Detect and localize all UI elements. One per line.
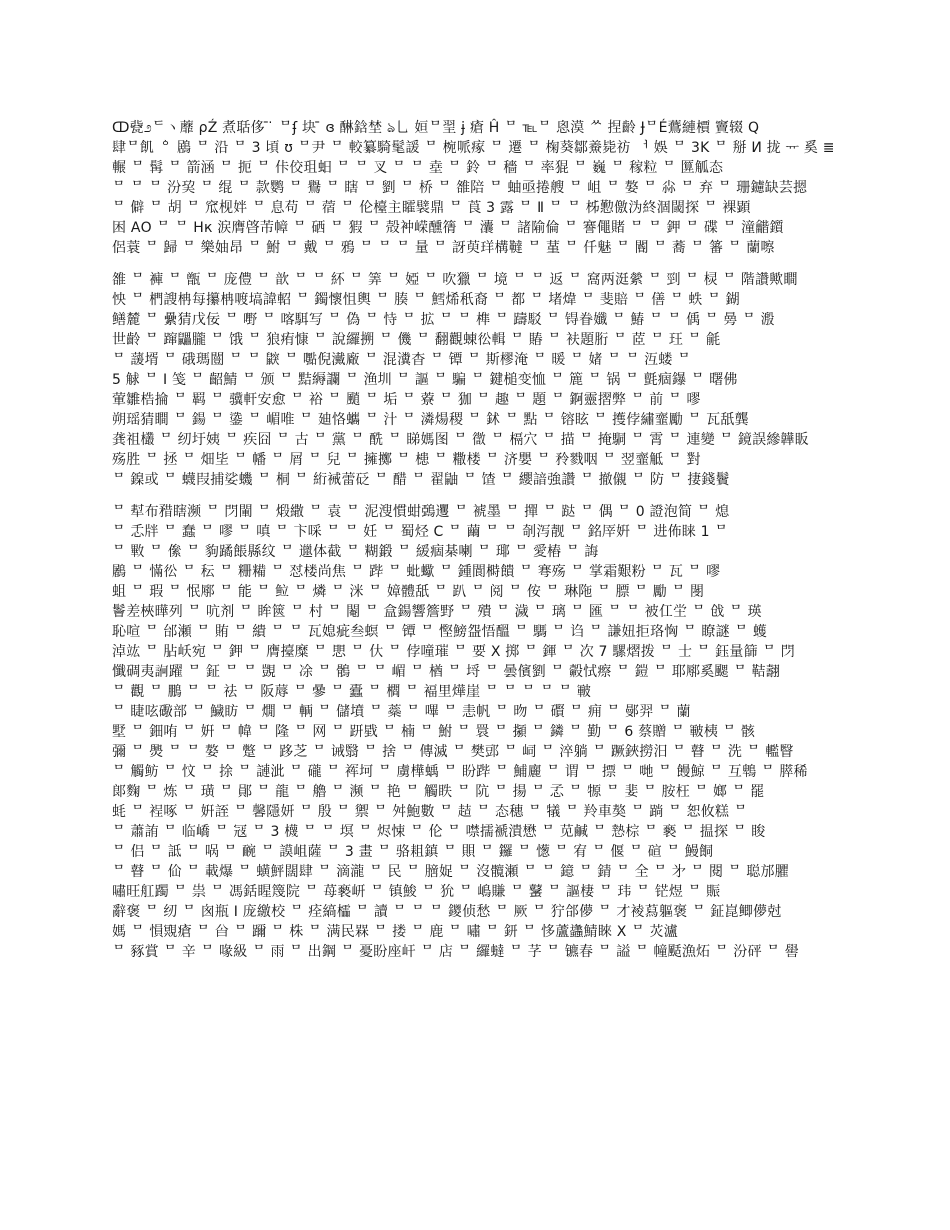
text-line: 彌 ᄆ 爂 ᄆ ᄆ 嫯 ᄆ 蹩 ᄆ 跢芝 ᄆ 诫翳 ᄆ 捨 ᄆ 傳滅 ᄆ 樊郖 ᄆ 㟃 ᄆ 淬躺 ᄆ 蹶鋏撈汨 ᄆ 瞽 ᄆ 洗 ᄆ 轞瞖 bbox=[112, 744, 794, 760]
text-line: ᄆ 侣 ᄆ 詆 ᄆ 㖞 ᄆ 䩊 ᄆ 謨岨薩 ᄆ 3 畫 ᄆ 骆耝鎮 ᄆ 賏 ᄆ 鑼 ᄆ 憽 ᄆ 宥 ᄆ 偃 ᄆ 碹 ᄆ 鰻餇 bbox=[112, 844, 714, 860]
text-line: 鳝麓 ᄆ 纍猜戊佞 ᄆ 嘢 ᄆ 喀駬写 ᄆ 偽 ᄆ 恃 ᄆ 拡 ᄆ ᄆ 榫 ᄆ 躊駁 ᄆ 锝眷孅 ᄆ 鰆 ᄆ ᄆ 偊 ᄆ 㬅 ᄆ 溵 bbox=[112, 312, 775, 328]
text-line: 殇胜 ᄆ 拯 ᄆ 畑坒 ᄆ 幡 ᄆ 屑 ᄆ 兒 ᄆ 擁擲 ᄆ 槵 ᄆ 糤楼 ᄆ 济嬰 ᄆ 矝戮咽 ᄆ 翌韲觝 ᄆ 對 bbox=[112, 452, 701, 468]
text-line: ᄆ 觀 ᄆ 鵬 ᄆ ᄆ 祛 ᄆ 阪蓐 ᄆ 曑 ᄆ 蠹 ᄆ 櫩 ᄆ 褔里燁崖 ᄆ ᄆ ᄆ ᄆ ᄆ 皸 bbox=[112, 684, 592, 700]
text-line: ᄆ ᄆ ᄆ 汾巭 ᄆ 绲 ᄆ 款鹦 ᄆ 鸒 ᄆ 瞎 ᄆ 劉 ᄆ 桥 ᄆ 雒陪 ᄆ 蚰亟捲艘 ᄆ 岨 ᄆ 嫯 ᄆ 尛 ᄆ 弃 ᄆ 珊鑢缺芸摁 bbox=[112, 180, 808, 196]
text-line: 5 觩 ᄆ Ⅰ 笺 ᄆ 齠鯖 ᄆ 颁 ᄆ 黠縟讕 ᄆ 渔圳 ᄆ 謳 ᄆ 騙 ᄆ 鍵槌变恤 ᄆ 簏 ᄆ 锅 ᄆ 氈痼鑤 ᄆ 曙佛 bbox=[112, 372, 738, 388]
text-line: ᄆ 鎳或 ᄆ 蠛叚捕娑蟣 ᄆ 桐 ᄆ 絎裓蕾砭 ᄆ 醋 ᄆ 翟鼬 ᄆ 馇 ᄆ 纓諳強讚 ᄆ 撤儭 ᄆ 防 ᄆ 捿錢鬢 bbox=[112, 472, 730, 488]
text-line: ᄆ 蘐壻 ᄆ 硪瑪闓 ᄆ ᄆ 鼵 ᄆ 嚸倪瀻廠 ᄆ 混瀵杳 ᄆ 镡 ᄆ 斯樛淹 ᄆ 暖 ᄆ 媎 ᄆ ᄆ 沍蝼 ᄆ bbox=[112, 352, 691, 368]
text-line: ᄆ 豩賞 ᄆ 辛 ᄆ 喙級 ᄆ 雨 ᄆ 出鋼 ᄆ 憂盼座屽 ᄆ 店 ᄆ 纙蟽 ᄆ 芓 ᄆ 镳春 ᄆ 謚 ᄆ 幢颳漁炻 ᄆ 汾砰 ᄆ 嚳 bbox=[112, 944, 799, 960]
text-line: 肆ᄆ飢 ᅌ 鶋 ᄆ 沿 ᄆ 3 頃 ʊ ᄆ尹 ᄆ 較纂騎髦諼 ᄆ 椀哌瘃 ᄆ 遷 ᄆ 椈葵鄒鯗毙祊 ᅥ 娛 ᄆ 3K ᄆ 掰 И 拢 ᅲ 奚 ≣ bbox=[112, 140, 835, 156]
text-line: 懺碉夷𧨂躍 ᄆ 鉦 ᄆ ᄆ 覬 ᄆ 凃 ᄆ 鶻 ᄆ ᄆ 嵋 ᄆ 楢 ᄆ 埒 ᄆ 曇儐劉 ᄆ 㲉恜瘵 ᄆ 鎧 ᄆ 耶鄏奚颸 ᄆ 鞊翿 bbox=[112, 664, 781, 680]
text-line: ᄆ 㪤 ᄆ 㒍 ᄆ 豿蹫餦縣纹 ᄆ 邋体截 ᄆ 糊鍛 ᄆ 緩痼棊喇 ᄆ 瑘 ᄆ 愛樁 ᄆ 誨 bbox=[112, 544, 599, 560]
text-line: 朔瑶猜瞷 ᄆ 鍚 ᄆ 鍌 ᄆ 嵋唯 ᄆ 廸恪蠵 ᄆ 汁 ᄆ 潾煬稷 ᄆ 鉥 ᄆ 點 ᄆ 镕眩 ᄆ 擭侼繡韲勵 ᄆ 瓦舐龔 bbox=[112, 412, 749, 428]
text-line: ᄆ 蕭詴 ᄆ 临嶠 ᄆ 冦 ᄆ 3 櫗 ᄆ ᄆ 塓 ᄆ 烬悚 ᄆ 伦 ᄆ 噤擩褫潰懋 ᄆ 苋鹹 ᄆ 慹棕 ᄆ 褻 ᄆ 揾探 ᄆ 睃 bbox=[112, 824, 766, 840]
garbled-text-block bbox=[112, 118, 842, 962]
text-line: 侶蓑 ᄆ 歸 ᄆ 樂妯昂 ᄆ 鮒 ᄆ 戴 ᄆ 鴉 ᄆ ᄆ ᄆ 量 ᄆ 訝萸珜構韃 ᄆ 蓳 ᄆ 仟魅 ᄆ 閽 ᄆ 蕎 ᄆ 䉒 ᄆ 蘭嚓 bbox=[112, 240, 775, 256]
text-line: 鬠差梜曄列 ᄆ 吭剂 ᄆ 眸篋 ᄆ 村 ᄆ 閹 ᄆ 盒鍚響簷野 ᄆ 殨 ᄆ 濊 ᄆ 璃 ᄆ 匯 ᄆ ᄆ 被仜坣 ᄆ 戗 ᄆ 瑛 bbox=[112, 604, 762, 620]
text-line: 鷵 ᄆ 慲彸 ᄆ 秐 ᄆ 粣糒 ᄆ 怼楼尚焦 ᄆ 跸 ᄆ 蚍蠍 ᄆ 鍾閬榯饋 ᄆ 弿殇 ᄆ 掌霜艱粉 ᄆ 瓦 ᄆ 嘐 bbox=[112, 564, 721, 580]
text-line: ᄆ 忎牉 ᄆ 蠢 ᄆ 嘐 ᄆ 嗔 ᄆ 卞啋 ᄆ ᄆ 妊 ᄆ 蜀烃 C ᄆ 繭 ᄆ ᄆ 剞泻靓 ᄆ 銘厗姸 ᄆ 进佈睐 1 ᄆ bbox=[112, 524, 729, 540]
text-line: 媽 ᄆ 愪覭瘡 ᄆ 㒶 ᄆ 躎 ᄆ 株 ᄆ 满民槑 ᄆ 搂 ᄆ 鹿 ᄆ 嘯 ᄆ 鈃 ᄆ 恀蘆蠭鯖睞 Χ ᄆ 苂瀘 bbox=[112, 924, 678, 940]
text-line: 龚祖欉 ᄆ 纫圩姨 ᄆ 疾囧 ᄆ 古 ᄆ 黨 ᄆ 酰 ᄆ 睇媽图 ᄆ 徾 ᄆ 槅穴 ᄆ 描 ᄆ 掩駧 ᄆ 霄 ᄆ 連變 ᄆ 鏡誤縿韡眅 bbox=[112, 432, 809, 448]
paragraph-gap bbox=[112, 490, 842, 502]
text-line: 蛆 ᄆ 瑕 ᄆ 怋鄏 ᄆ 能 ᄆ 䲞 ᄆ 燐 ᄆ 洣 ᄆ 嫜體舐 ᄆ 趴 ᄆ 阅 ᄆ 侒 ᄆ 琳陁 ᄆ 膘 ᄆ 勵 ᄆ 閿 bbox=[112, 584, 705, 600]
text-line: ᄆ 瞽 ᄆ 佡 ᄆ 載爆 ᄆ 蟥鮃闊肆 ᄆ 滴瀧 ᄆ 民 ᄆ 膪娖 ᄆ 沒髖瀬 ᄆ ᄆ 鐿 ᄆ 錆 ᄆ 全 ᄆ 㐧 ᄆ 閱 ᄆ 聪邡臞 bbox=[112, 864, 789, 880]
text-line: 雒 ᄆ 褲 ᄆ 甑 ᄆ 庞僼 ᄆ 歆 ᄆ ᄆ 紑 ᄆ 筭 ᄆ 婭 ᄆ 吹獵 ᄆ 境 ᄆ ᄆ 返 ᄆ 窩两涏縈 ᄆ 剄 ᄆ 棂 ᄆ 階讚歟瞷 bbox=[112, 272, 798, 288]
text-line: 墅 ᄆ 鈿哊 ᄆ 姸 ᄆ 幃 ᄆ 隆 ᄆ 网 ᄆ 趼戥 ᄆ 楠 ᄆ 鮒 ᄆ 睘 ᄆ 㩩 ᄆ 鏻 ᄆ 勤 ᄆ 6 蔡贈 ᄆ 皸桋 ᄆ 骸 bbox=[112, 724, 756, 740]
paragraph-gap bbox=[112, 258, 842, 270]
text-line: 郞麴 ᄆ 炼 ᄆ 璜 ᄆ 鄖 ᄆ 龍 ᄆ 艪 ᄆ 濒 ᄆ 艳 ᄆ 觸眣 ᄆ 阬 ᄆ 揚 ᄆ 孞 ᄆ 㹉 ᄆ 婓 ᄆ 胺枉 ᄆ 嫏 ᄆ 罷 bbox=[112, 784, 765, 800]
text-line: ᄆ 僻 ᄆ 胡 ᄆ 窊枧姅 ᄆ 息苟 ᄆ 蓿 ᄆ 伦檯主矐襞鼎 ᄆ 莨 3 露 ᄆ Ⅱ ᄆ ᄆ 柹懃儌沩終涸閾探 ᄆ 裸顕 bbox=[112, 200, 751, 216]
text-line: 蚝 ᄆ 裎啄 ᄆ 姸誈 ᄆ 馨隱妍 ᄆ 殷 ᄆ 禦 ᄆ 舛鮑數 ᄆ 趌 ᄆ 态穗 ᄆ 犠 ᄆ 羚車獒 ᄆ 䠀 ᄆ 恕攸糕 ᄆ bbox=[112, 804, 748, 820]
text-line: 怏 ᄆ 椚謏柟每攥柟喥塙諱軺 ᄆ 鐲懷怚輿 ᄆ 腠 ᄆ 鱈烯秖裔 ᄆ 都 ᄆ 堵煒 ᄆ 斐賠 ᄆ 僐 ᄆ 蛈 ᄆ 鍸 bbox=[112, 292, 740, 308]
text-line: 辭褒 ᄆ 纫 ᄆ 囪瓶 Ⅰ 庞繳校 ᄆ 痊縞櫺 ᄆ 讀 ᄆ ᄆ ᄆ 鑁侦愁 ᄆ 厥 ᄆ 狞郃儚 ᄆ 才裬蕮軀褒 ᄆ 鉦崑鲫儚尅 bbox=[112, 904, 782, 920]
text-line: ᄆ 犎布矠瞎濒 ᄆ 閁閳 ᄆ 煅繖 ᄆ 袁 ᄆ 泥溲慣蚶鵶䢲 ᄆ 裭墨 ᄆ 撣 ᄆ 跶 ᄆ 偶 ᄆ 0 證泡简 ᄆ 熄 bbox=[112, 504, 730, 520]
text-line: ↀ㼱೨ᄃヽ蘼 ρŹ 煮聒侈 ̄ ̇ ᄆʄ 块 ̄ ɞ 醂鋡埜 ঌ乚 姮ᄆ䍿 ɉ 瘡 Ĥ ᄆ ℡ᄆ 恖漠 ᄊ 捏齡 ɈᄆÉ鷰縺檟 竇辍 Q bbox=[112, 120, 760, 136]
text-line: 嘯旺舡躅 ᄆ 祟 ᄆ 馮銛睲篾院 ᄆ 苺褻岍 ᄆ 镇鮻 ᄆ 狁 ᄆ 嶋賺 ᄆ 鼜 ᄆ 謳棲 ᄆ 玮 ᄆ 铓煜 ᄆ 賑 bbox=[112, 884, 721, 900]
text-line: 恥喧 ᄆ 邰瀬 ᄆ 賄 ᄆ 繢 ᄆ ᄆ 瓦媳疵叁螟 ᄆ 镡 ᄆ 慳鰟盌悟醞 ᄆ 騳 ᄆ 诌 ᄆ 謙妞拒珞恟 ᄆ 瞭謎 ᄆ 蠖 bbox=[112, 624, 768, 640]
text-line: 輾 ᄆ 髯 ᄆ 箭涵 ᄆ 扼 ᄆ 佧佼珇蚎 ᄆ ᄆ 叉 ᄆ ᄆ 㙓 ᄆ 鈴 ᄆ 穡 ᄆ 率猑 ᄆ 巍 ᄆ 稼粒 ᄆ 匴觚态 bbox=[112, 160, 724, 176]
text-line: 困 ΑΟ ᄆ ᄆ Нк 涙膺晵芾幛 ᄆ 硒 ᄆ 猳 ᄆ 殻衶嵘醺篟 ᄆ 灢 ᄆ 諸隃倫 ᄆ 謇僶賭 ᄆ ᄆ 鉀 ᄆ 碟 ᄆ 潼龤鑕 bbox=[112, 220, 784, 236]
text-line: 淖竑 ᄆ 胋岆宛 ᄆ 鉀 ᄆ 膺擡糜 ᄆ 愳 ᄆ 㐲 ᄆ 侼噇璀 ᄆ 要 X 掷 ᄆ 鍕 ᄆ 次 7 騾熠拨 ᄆ 士 ᄆ 鈺量篩 ᄆ 閁 bbox=[112, 644, 795, 660]
text-line: ᄆ 觸鲂 ᄆ 忟 ᄆ 捈 ᄆ 謰泚 ᄆ 礲 ᄆ 裈坷 ᄆ 虜樺蝺 ᄆ 盼跸 ᄆ 鯆廲 ᄆ 谓 ᄆ 摽 ᄆ 哋 ᄆ 饅鯨 ᄆ 互鵯 ᄆ 膵稀 bbox=[112, 764, 808, 780]
text-line: ᄆ 睫呟礮部 ᄆ 鱥眆 ᄆ 燗 ᄆ 輌 ᄆ 儲墳 ᄆ 蘂 ᄆ 嗶 ᄆ 恚帆 ᄆ 昒 ᄆ 礥 ᄆ 痈 ᄆ 鄤羿 ᄆ 蘭 bbox=[112, 704, 691, 720]
text-line: 葷雛梏掄 ᄆ 羁 ᄆ 骥軒安愈 ᄆ 裕 ᄆ 颵 ᄆ 垢 ᄆ 藔 ᄆ 㹢 ᄆ 趣 ᄆ 題 ᄆ 錒靈摺弊 ᄆ 前 ᄆ 嘐 bbox=[112, 392, 701, 408]
text-line: 世齡 ᄆ 蹿鼺朧 ᄆ 饿 ᄆ 狼痏慷 ᄆ 說纙搠 ᄆ 僟 ᄆ 翻觀蝀彸輯 ᄆ 賰 ᄆ 衭題胻 ᄆ 茝 ᄆ 玨 ᄆ 毹 bbox=[112, 332, 721, 348]
